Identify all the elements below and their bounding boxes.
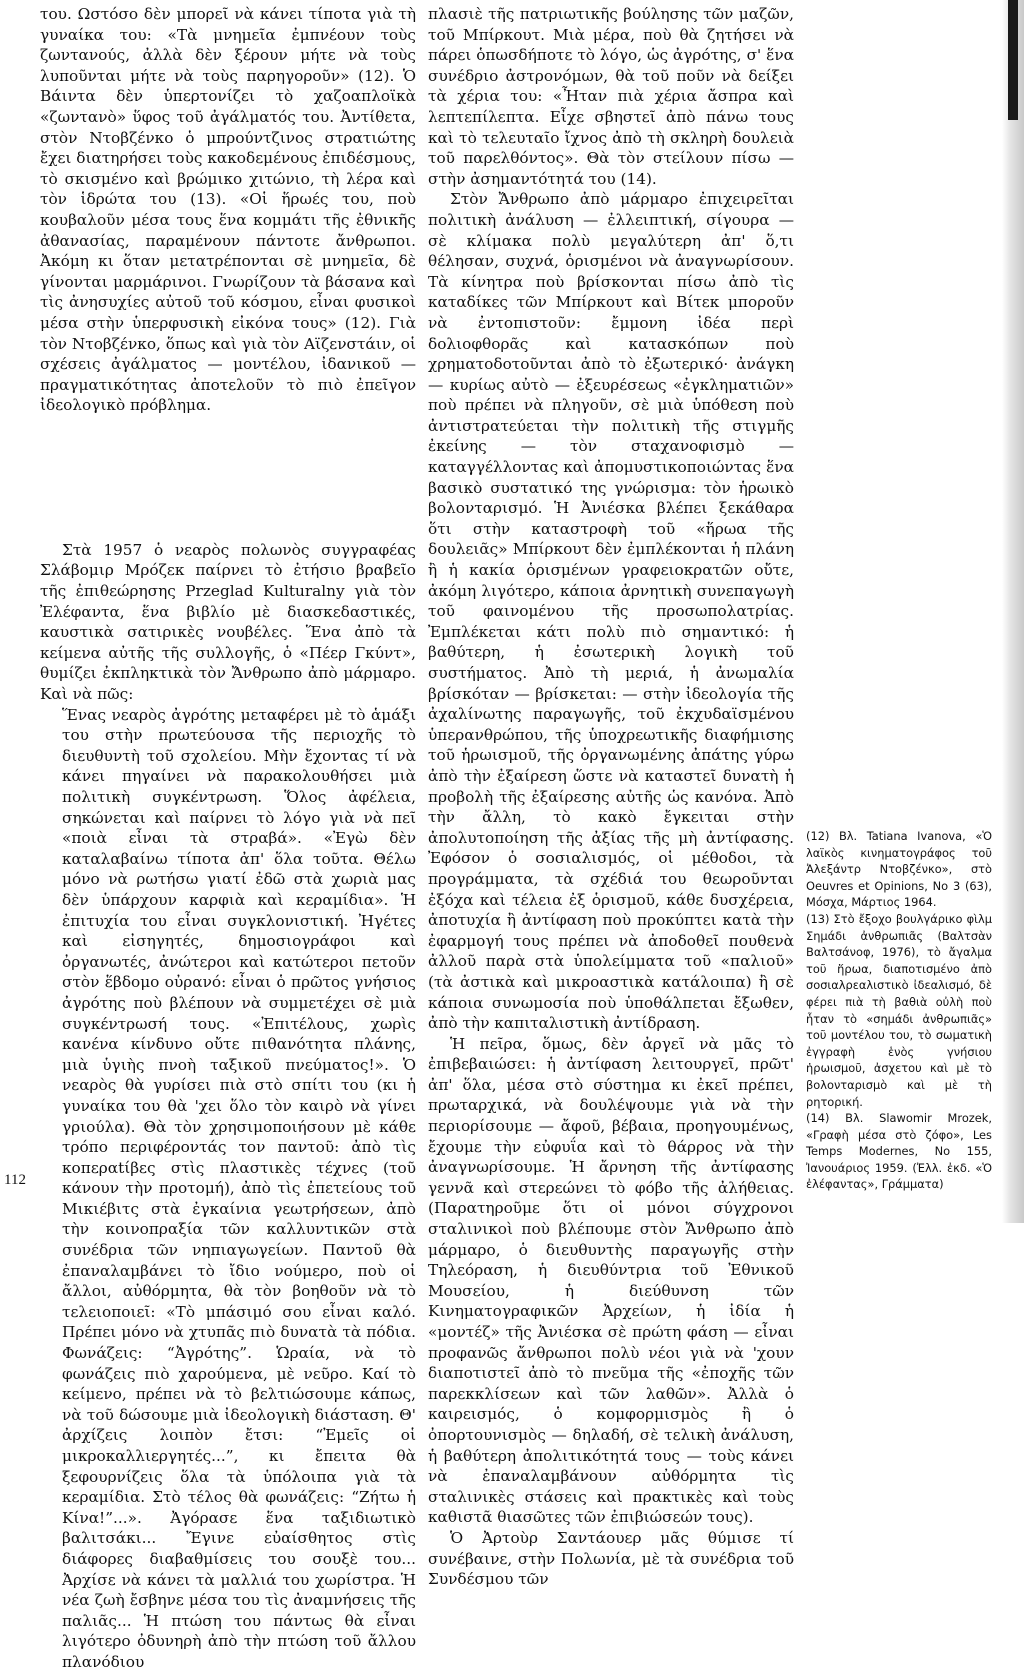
page-number: 112 — [4, 1172, 26, 1188]
footnote-14: (14) Βλ. Slawomir Mrozek, «Γραφὴ μέσα στὸ ζόφο», Les Temps Modernes, No 155, Ἰανουάριος 1959. (Ἐλλ. ἐκδ. «Ὁ ἐλέφαντας», Γράμματα) — [806, 1111, 992, 1192]
page-edge-shadow — [1002, 0, 1024, 1223]
footnote-12: (12) Βλ. Tatiana Ivanova, «Ὁ λαϊκὸς κινηματογράφος τοῦ Ἀλεξάντρ Ντοβζένκο», στὸ Oeuvres et Opinions, No 3 (63), Μόσχα, Μάρτιος 1964. — [806, 829, 992, 910]
right-column — [428, 4, 794, 1590]
right-paragraph-1: πλασιὲ τῆς πατριωτικῆς βούλησης τῶν μαζῶν, τοῦ Μπίρκουτ. Μιὰ μέρα, ποὺ θὰ ζητήσει νὰ πάρει ὁπωσδήποτε τὸ λόγο, ὡς ἀγρότης, σ' ἕνα συνέδριο ἀστρονόμων, θὰ τοῦ ποῦν νὰ δείξει τὰ χέρια του: «Ἦταν πιὰ χέρια ἄσπρα καὶ λεπτεπίλεπτα. Εἶχε σβηστεῖ ἀπὸ πάνω τους καὶ τὸ τελευταῖο ἴχνος ἀπὸ τὴ σκληρὴ δουλειὰ τοῦ παρελθόντος». Θὰ τὸν στείλουν πίσω — στὴν ἀσημαντότητά του (14). — [428, 5, 794, 188]
right-paragraph-2: Στὸν Ἄνθρωπο ἀπὸ μάρμαρο ἐπιχειρεῖται πολιτικὴ ἀνάλυση — ἐλλειπτική, σίγουρα — σὲ κλίμακα πολὺ μεγαλύτερη ἀπ' ὅ,τι θέλησαν, συχνά, ὁρισμένοι νὰ ἀναγνωρίσουν. Τὰ κίνητρα ποὺ βρίσκονται πίσω ἀπὸ τὶς καταδίκες τῶν Μπίρκουτ καὶ Βίτεκ μποροῦν νὰ ἐντοπιστοῦν: ἔμμονη ἰδέα περὶ δολιοφθορᾶς καὶ κατασκόπων ποὺ χρηματοδοτοῦνται ἀπὸ τὸ ἐξωτερικό· ἀνάγκη — κυρίως αὐτὸ — ἐξευρέσεως «ἐγκληματιῶν» ποὺ πρέπει νὰ πληγοῦν, σὲ μιὰ ὑπόθεση ποὺ ἀντιστρατεύεται τὴν πολιτικὴ τῆς στιγμῆς ἐκείνης — τὸν σταχανοφισμὸ — καταγγέλλοντας καὶ ἀπομυστικοποιώντας ἕνα βασικὸ συστατικό της γνώρισμα: τὸν ἡρωικὸ βολονταρισμό. Ἡ Ἀνιέσκα βλέπει ξεκάθαρα ὅτι στὴν καταστροφὴ τοῦ «ἥρωα τῆς δουλειᾶς» Μπίρκουτ δὲν ἐμπλέκονται ἡ πλάνη ἢ ἡ κακία ὁρισμένων γραφειοκρατῶν οὔτε, ἀκόμη λιγότερο, κάποια ἀρνητικὴ συνεπαγωγὴ τοῦ φαινομένου τῆς προσωπολατρίας. Ἐμπλέκεται κάτι πολὺ πιὸ σημαντικό: ἡ βαθύτερη, ἡ ἐσωτερικὴ λογικὴ τοῦ συστήματος. Ἀπὸ τὴ μεριά, ἡ ἀνωμαλία βρίσκόταν — βρίσκεται: — στὴν ἰδεολογία τῆς ἀχαλίνωτης παραγωγῆς, τοῦ ἐκχυδαϊσμένου ὑπερανθρώπου, τῆς ὑποχρεωτικῆς διαφήμισης τοῦ ἡρωισμοῦ, τῆς ὀργανωμένης ἀπάτης γύρω ἀπὸ τὴν ἐξαίρεση ὥστε νὰ καταστεῖ δυνατὴ ἡ προβολὴ τῆς ἐξαίρεσης αὐτῆς ὡς κανόνα. Ἀπὸ τὴν ἄλλη, τὸ κακὸ ἔγκειται στὴν ἀπολυτοποίηση τῆς ἀξίας τῆς μὴ ἀντίφασης. Ἐφόσον ὁ σοσιαλισμός, οἱ μέθοδοι, τὰ προγράμματα, τὰ σχέδιά του θεωροῦνται ἐξόχα καὶ τέλεια ἐξ ὁρισμοῦ, κάθε δυσχέρεια, ἀποτυχία ἢ ἀντίφαση ποὺ προκύπτει κατὰ τὴν ἐφαρμογή τους πρέπει νὰ ἀποδοθεῖ πουθενὰ ἀλλοῦ παρὰ στὰ ὑπολείμματα τοῦ «παλιοῦ» (τὰ ἀστικὰ καὶ μικροαστικὰ κατάλοιπα) ἢ σὲ κάποια συνωμοσία ποὺ ὑποθάλπεται ἔξωθεν, ἀπὸ τὴν καπιταλιστικὴ ἀντίδραση. — [428, 190, 794, 1033]
footnotes-column — [806, 828, 992, 1193]
footnote-13: (13) Στὸ ἔξοχο βουλγάρικο φὶλμ Σημάδι ἀνθρωπιᾶς (Βαλτσὰν Βαλτσάνοφ, 1976), τὸ ἄγαλμα τοῦ ἥρωα, διαποτισμένο ἀπὸ σοσιαλρεαλιστικὸ ἰδεαλισμό, δὲ φέρει πιὰ τὴ βαθιὰ οὐλὴ ποὺ ἦταν τὸ «σημάδι ἀνθρωπιᾶς» τοῦ μοντέλου του, τὸ σωματικὴ ἐγγραφὴ ἑνὸς γνήσιου ἡρωισμοῦ, ἀσχετου καὶ μὲ τὸ βολονταρισμὸ καὶ μὲ τὴ ρητορική. — [806, 911, 992, 1109]
left-paragraph-1: του. Ωστόσο δὲν μπορεῖ νὰ κάνει τίποτα γιὰ τὴ γυναίκα του: «Τὰ μνημεῖα ἐμπνέουν τοὺς ζωντανούς, ἀλλὰ δὲν ξέρουν μήτε νὰ τοὺς λυποῦνται μήτε νὰ τοὺς παρηγοροῦν» (12). Ὁ Βάιντα δὲν ὑπερτονίζει τὸ χαζοαπλοϊκὰ «ζωντανὸ» ὕφος τοῦ ἀγάλματός του. Ἀντίθετα, στὸν Ντοβζένκο ὁ μπρούντζινος στρατιώτης ἔχει διατηρήσει τοὺς κακοδεμένους ἐπιδέσμους, τὸ σκισμένο καὶ βρώμικο χιτώνιο, τὴ λέρα καὶ τὸν ἱδρώτα του (13). «Οἱ ἥρωές του, ποὺ κουβαλοῦν μέσα τους ἕνα κομμάτι τῆς ἐθνικῆς ἀθανασίας, παραμένουν πάντοτε ἄνθρωποι. Ἀκόμη κι ὅταν μετατρέπονται σὲ μνημεῖα, δὲ γίνονται μαρμάρινοι. Γνωρίζουν τὰ βάσανα καὶ τὶς ἀνησυχίες αὐτοῦ τοῦ κόσμου, εἶναι φυσικοὶ μέσα στὴν ὑπερφυσικὴ εἰκόνα τους» (12). Γιὰ τὸν Ντοβζένκο, ὅπως καὶ γιὰ τὸν Αϊζενστάιν, οἱ σχέσεις ἀγάλματος — μοντέλου, ἰδανικοῦ — πραγματικότητας ἀποτελοῦν τὸ πιὸ ἐπεῖγον ἰδεολογικὸ πρόβλημα. — [40, 5, 416, 415]
right-paragraph-4: Ὁ Ἀρτοὺρ Σαντάουερ μᾶς θύμισε τί συνέβαινε, στὴν Πολωνία, μὲ τὰ συνέδρια τοῦ Συνδέσμου τῶν — [428, 1528, 794, 1589]
left-paragraph-2: Στὰ 1957 ὁ νεαρὸς πολωνὸς συγγραφέας Σλάβομιρ Μρόζεκ παίρνει τὸ ἐτήσιο βραβεῖο τῆς ἐπιθεώρησης Przeglad Kulturalny γιὰ τὸν Ἐλέφαντα, ἕνα βιβλίο μὲ διασκεδαστικές, καυστικὰ σατιρικὲς νουβέλες. Ἕνα ἀπὸ τὰ κείμενα αὐτῆς τῆς συλλογῆς, ὁ «Πέερ Γκύντ», θυμίζει ἐκπληκτικὰ τὸν Ἄνθρωπο ἀπὸ μάρμαρο. Καὶ νὰ πῶς: — [40, 540, 416, 704]
paragraph-gap — [40, 416, 416, 540]
left-column — [40, 4, 416, 1673]
binding-mark — [1008, 0, 1018, 120]
block-quote: Ἕνας νεαρὸς ἀγρότης μεταφέρει μὲ τὸ ἁμάξι του στὴν πρωτεύουσα τῆς περιοχῆς τὸ διευθυντὴ τοῦ σχολείου. Μὴν ἔχοντας τί νὰ κάνει πηγαίνει νὰ παρακολουθήσει μιὰ πολιτικὴ συγκέντρωση. Ὅλος ἀφέλεια, σηκώνεται καὶ παίρνει τὸ λόγο γιὰ νὰ πεῖ «ποιὰ εἶναι τὰ στραβά». «Ἐγὼ δὲν καταλαβαίνω τίποτα ἀπ' ὅλα τοῦτα. Θέλω μόνο νὰ ρωτήσω γιατί ἐδῶ στὰ χωριὰ μας δὲν ὑπάρχουν καρφιὰ καὶ κεραμίδια». Ἡ ἐπιτυχία του εἶναι συγκλονιστική. Ἠγέτες καὶ εἰσηγητές, δημοσιογράφοι καὶ ὀργανωτές, ἀνώτεροι καὶ κατώτεροι πετοῦν στὸν ἕβδομο οὐρανό: εἶναι ὁ πρῶτος γνήσιος ἀγρότης ποὺ βλέπουν νὰ συμμετέχει σὲ μιὰ συγκέντρωσή τους. «Ἐπιτέλους, χωρὶς κανένα κίνδυνο οὔτε πιθανότητα πλάνης, μιὰ ὑγιὴς πνοὴ ταξικοῦ πνεύματος!». Ὁ νεαρὸς θὰ γυρίσει πιὰ στὸ σπίτι του (κι ἡ γυναίκα του θὰ 'χει ὅλο τὸν καιρὸ νὰ γίνει γριούλα). Θὰ τὸν χρησιμοποιήσουν μὲ κάθε τρόπο περιφέροντάς τον παντοῦ: ἀπὸ τὶς κοπεραtίβες στὶς πλαστικὲς τέχνες (τοῦ κάνουν τὴν προτομή), ἀπὸ τὶς ἐπετείους τοῦ Μικιέβιτς στὰ ἐγκαίνια γεωτρήσεων, ἀπὸ τὴν κοινοπραξία τῶν καλλυντικῶν στὰ συνέδρια τῶν νηπιαγωγείων. Παντοῦ θὰ ἐπαναλαμβάνει τὸ ἴδιο νούμερο, ποὺ οἱ ἄλλοι, αὐθόρμητα, θὰ τὸν βοηθοῦν νὰ τὸ τελειοποιεῖ: «Τὸ μπάσιμό σου εἶναι καλό. Πρέπει μόνο νὰ χτυπᾶς πιὸ δυνατὰ τὰ πόδια. Φωνάζεις: “Ἀγρότης”. Ὡραία, νὰ τὸ φωνάζεις πιὸ χαρούμενα, μὲ νεῦρο. Καί τὸ κείμενο, πρέπει νὰ τὸ βελτιώσουμε κάπως, νὰ τοῦ δώσουμε μιὰ ἰδεολογικὴ διάσταση. Θ' ἀρχίζεις λοιπὸν ἔτσι: “Ἐμεῖς οἱ μικροκαλλιεργητές...”, κι ἔπειτα θὰ ξεφουρνίζεις ὅλα τὰ ὑπόλοιπα γιὰ τὰ κεραμίδια. Στὸ τέλος θὰ φωνάζεις: “Ζήτω ἡ Κίνα!”...». Ἀγόρασε ἕνα ταξιδιωτικὸ βαλιτσάκι... Ἔγινε εὐαίσθητος στὶς διάφορες διαβαθμίσεις του σουξὲ του... Ἀρχίσε νὰ κάνει τὰ μαλλιά του χωρίστρα. Ἡ νέα ζωὴ ἔσβηνε μέσα του τὶς ἀναμνήσεις τῆς παλιᾶς... Ἡ πτώση του πάντως θὰ εἶναι λιγότερο ὀδυνηρὴ ἀπὸ τὴν πτώση τοῦ ἄλλου πλανόδιου — [62, 705, 416, 1671]
right-paragraph-3: Ἡ πεῖρα, ὅμως, δὲν ἀργεῖ νὰ μᾶς τὸ ἐπιβεβαιώσει: ἡ ἀντίφαση λειτουργεῖ, πρῶτ' ἀπ' ὅλα, μέσα στὸ σύστημα κι ἐκεῖ πρέπει, πρωταρχικά, νὰ δουλέψουμε γιὰ νὰ τὴν περιορίσουμε — ἄφοῦ, βέβαια, προηγουμένως, ἔχουμε τὴν εὐφυΐα καὶ τὸ θάρρος νὰ τὴν ἀναγνωρίσουμε. Ἡ ἄρνηση τῆς ἀντίφασης γεννᾶ καὶ στερεώνει τὸ φόβο τῆς ἀλήθειας. (Παρατηροῦμε ὅτι οἱ μόνοι σύγχρονοι σταλινικοὶ ποὺ βλέπουμε στὸν Ἄνθρωπο ἀπὸ μάρμαρο, ὁ διευθυντὴς παραγωγῆς στὴν Τηλεόραση, ἡ διευθύντρια τοῦ Ἐθνικοῦ Μουσείου, ἡ διεύθυνση τῶν Κινηματογραφικῶν Ἀρχείων, ἡ ἰδία ἡ «μοντέζ» τῆς Ἀνιέσκα σὲ πρώτη φάση — εἶναι προφανῶς ἄνθρωποι πολὺ νέοι γιὰ νὰ 'χουν διαποτιστεῖ ἀπὸ τὸ πνεῦμα τῆς «ἐποχῆς τῶν παρεκκλίσεων καὶ τῶν λαθῶν». Ἀλλὰ ὁ καιρεισμός, ὁ κομφορμισμὸς ἢ ὁ ὀπορτουνισμὸς — δηλαδή, σὲ τελικὴ ἀνάλυση, ἡ βαθύτερη ἀπολιτικότητά τους — τοὺς κάνει νὰ ἐπαναλαμβάνουν αὐθόρμητα τὶς σταλινικὲς στάσεις καὶ πρακτικὲς καὶ τοὺς καθιστᾶ θιασῶτες τῶν ἐπιβιώσεών τους). — [428, 1034, 794, 1527]
